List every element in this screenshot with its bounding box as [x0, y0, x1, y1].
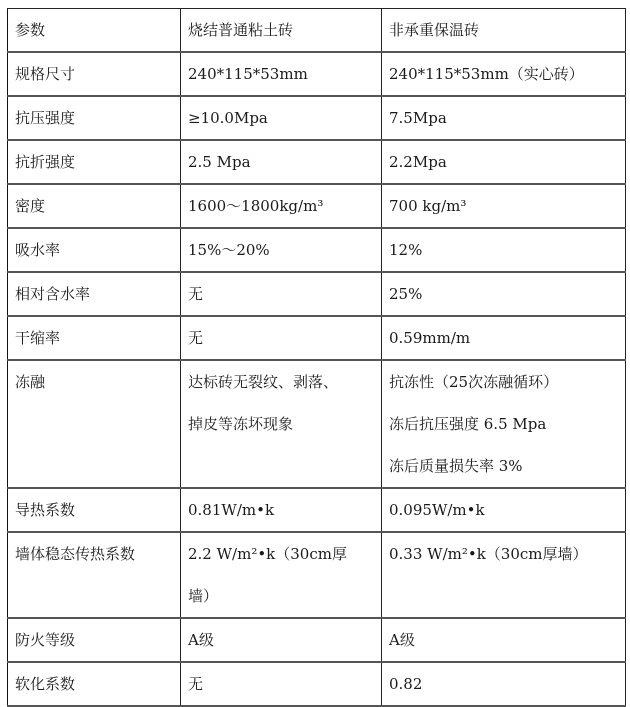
clay-line: 2.2 W/m²•k（30cm厚 — [188, 545, 347, 563]
param-cell: 密度 — [8, 184, 181, 228]
insul-cell: 12% — [382, 228, 626, 272]
header-clay-brick: 烧结普通粘土砖 — [181, 9, 382, 53]
table-row — [8, 184, 626, 228]
clay-cell: 240*115*53mm — [181, 52, 382, 96]
param-cell: 干缩率 — [8, 316, 181, 360]
insul-cell: A级 — [382, 618, 626, 662]
table-row — [8, 272, 626, 316]
param-cell: 吸水率 — [8, 228, 181, 272]
clay-cell: ≥10.0Mpa — [181, 96, 382, 140]
clay-cell: 15%～20% — [181, 228, 382, 272]
clay-cell: 无 — [181, 272, 382, 316]
clay-cell: 无 — [181, 316, 382, 360]
insul-cell — [382, 532, 626, 618]
param-cell: 防火等级 — [8, 618, 181, 662]
param-cell: 抗压强度 — [8, 96, 181, 140]
insul-cell: 25% — [382, 272, 626, 316]
clay-cell — [181, 532, 382, 618]
table-row — [8, 360, 626, 488]
param-cell: 冻融 — [8, 360, 181, 488]
insul-line: 冻后抗压强度 6.5 Mpa — [389, 415, 547, 433]
insul-cell: 2.2Mpa — [382, 140, 626, 184]
table-row — [8, 96, 626, 140]
table-row — [8, 618, 626, 662]
table-row — [8, 140, 626, 184]
clay-line: 达标砖无裂纹、剥落、 — [188, 373, 339, 391]
clay-line: 掉皮等冻坏现象 — [188, 415, 294, 433]
insul-line: 冻后质量损失率 3% — [389, 457, 523, 475]
clay-cell: 0.81W/m•k — [181, 488, 382, 532]
insul-cell: 700 kg/m³ — [382, 184, 626, 228]
table-header-row — [8, 9, 626, 53]
clay-line: 墙） — [188, 587, 219, 605]
clay-cell: 1600～1800kg/m³ — [181, 184, 382, 228]
insul-line: 抗冻性（25次冻融循环） — [389, 373, 559, 391]
insul-cell: 0.095W/m•k — [382, 488, 626, 532]
table-row — [8, 316, 626, 360]
param-cell: 墙体稳态传热系数 — [8, 532, 181, 618]
param-cell: 导热系数 — [8, 488, 181, 532]
table-row — [8, 532, 626, 618]
header-param: 参数 — [8, 9, 181, 53]
param-cell: 软化系数 — [8, 662, 181, 706]
comparison-table — [7, 8, 626, 707]
insul-cell: 7.5Mpa — [382, 96, 626, 140]
table-row — [8, 488, 626, 532]
table-row — [8, 662, 626, 706]
header-insulation-brick: 非承重保温砖 — [382, 9, 626, 53]
clay-cell: A级 — [181, 618, 382, 662]
insul-line: 0.33 W/m²•k（30cm厚墙） — [389, 545, 588, 563]
clay-cell — [181, 360, 382, 488]
table-row — [8, 52, 626, 96]
insul-cell: 0.82 — [382, 662, 626, 706]
insul-cell: 240*115*53mm（实心砖） — [382, 52, 626, 96]
param-cell: 抗折强度 — [8, 140, 181, 184]
table-row — [8, 228, 626, 272]
param-cell: 相对含水率 — [8, 272, 181, 316]
clay-cell: 2.5 Mpa — [181, 140, 382, 184]
param-cell: 规格尺寸 — [8, 52, 181, 96]
insul-cell — [382, 360, 626, 488]
insul-cell: 0.59mm/m — [382, 316, 626, 360]
clay-cell: 无 — [181, 662, 382, 706]
